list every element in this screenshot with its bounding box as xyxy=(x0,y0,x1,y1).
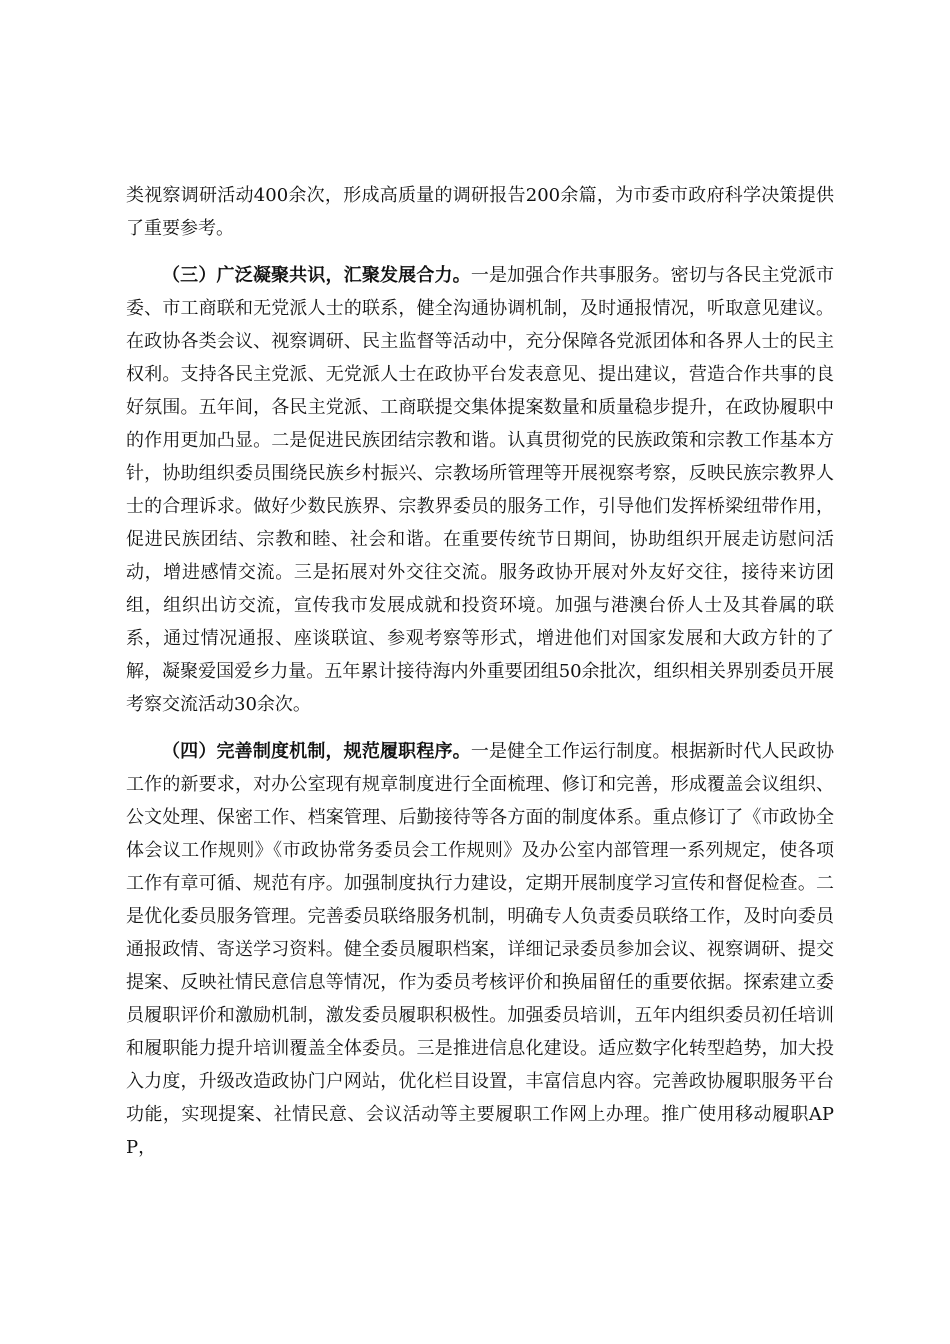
paragraph-section-three xyxy=(126,259,834,721)
paragraph-body: 一是加强合作共事服务。密切与各民主党派市委、市工商联和无党派人士的联系，健全沟通协调机制，及时通报情况，听取意见建议。在政协各类会议、视察调研、民主监督等活动中，充分保障各党派团体和各界人士的民主权利。支持各民主党派、无党派人士在政协平台发表意见、提出建议，营造合作共事的良好氛围。五年间，各民主党派、工商联提交集体提案数量和质量稳步提升，在政协履职中的作用更加凸显。二是促进民族团结宗教和谐。认真贯彻党的民族政策和宗教工作基本方针，协助组织委员围绕民族乡村振兴、宗教场所管理等开展视察考察，反映民族宗教界人士的合理诉求。做好少数民族界、宗教界委员的服务工作，引导他们发挥桥梁纽带作用，促进民族团结、宗教和睦、社会和谐。在重要传统节日期间，协助组织开展走访慰问活动，增进感情交流。三是拓展对外交往交流。服务政协开展对外友好交往，接待来访团组，组织出访交流，宣传我市发展成就和投资环境。加强与港澳台侨人士及其眷属的联系，通过情况通报、座谈联谊、参观考察等形式，增进他们对国家发展和大政方针的了解，凝聚爱国爱乡力量。五年累计接待海内外重要团组50余批次，组织相关界别委员开展考察交流活动30余次。 xyxy=(126,265,835,715)
section-heading: （三）广泛凝聚共识，汇聚发展合力。 xyxy=(162,265,471,286)
document-body xyxy=(126,179,834,1164)
paragraph-section-four xyxy=(126,735,834,1164)
paragraph-continued xyxy=(126,179,834,245)
section-heading: （四）完善制度机制，规范履职程序。 xyxy=(162,741,471,762)
paragraph-body: 类视察调研活动400余次，形成高质量的调研报告200余篇，为市委市政府科学决策提供了重要参考。 xyxy=(126,185,834,239)
paragraph-body: 一是健全工作运行制度。根据新时代人民政协工作的新要求，对办公室现有规章制度进行全面梳理、修订和完善，形成覆盖会议组织、公文处理、保密工作、档案管理、后勤接待等各方面的制度体系。重点修订了《市政协全体会议工作规则》《市政协常务委员会工作规则》及办公室内部管理一系列规定，使各项工作有章可循、规范有序。加强制度执行力建设，定期开展制度学习宣传和督促检查。二是优化委员服务管理。完善委员联络服务机制，明确专人负责委员联络工作，及时向委员通报政情、寄送学习资料。健全委员履职档案，详细记录委员参加会议、视察调研、提交提案、反映社情民意信息等情况，作为委员考核评价和换届留任的重要依据。探索建立委员履职评价和激励机制，激发委员履职积极性。加强委员培训，五年内组织委员初任培训和履职能力提升培训覆盖全体委员。三是推进信息化建设。适应数字化转型趋势，加大投入力度，升级改造政协门户网站，优化栏目设置，丰富信息内容。完善政协履职服务平台功能，实现提案、社情民意、会议活动等主要履职工作网上办理。推广使用移动履职APP， xyxy=(126,741,835,1158)
